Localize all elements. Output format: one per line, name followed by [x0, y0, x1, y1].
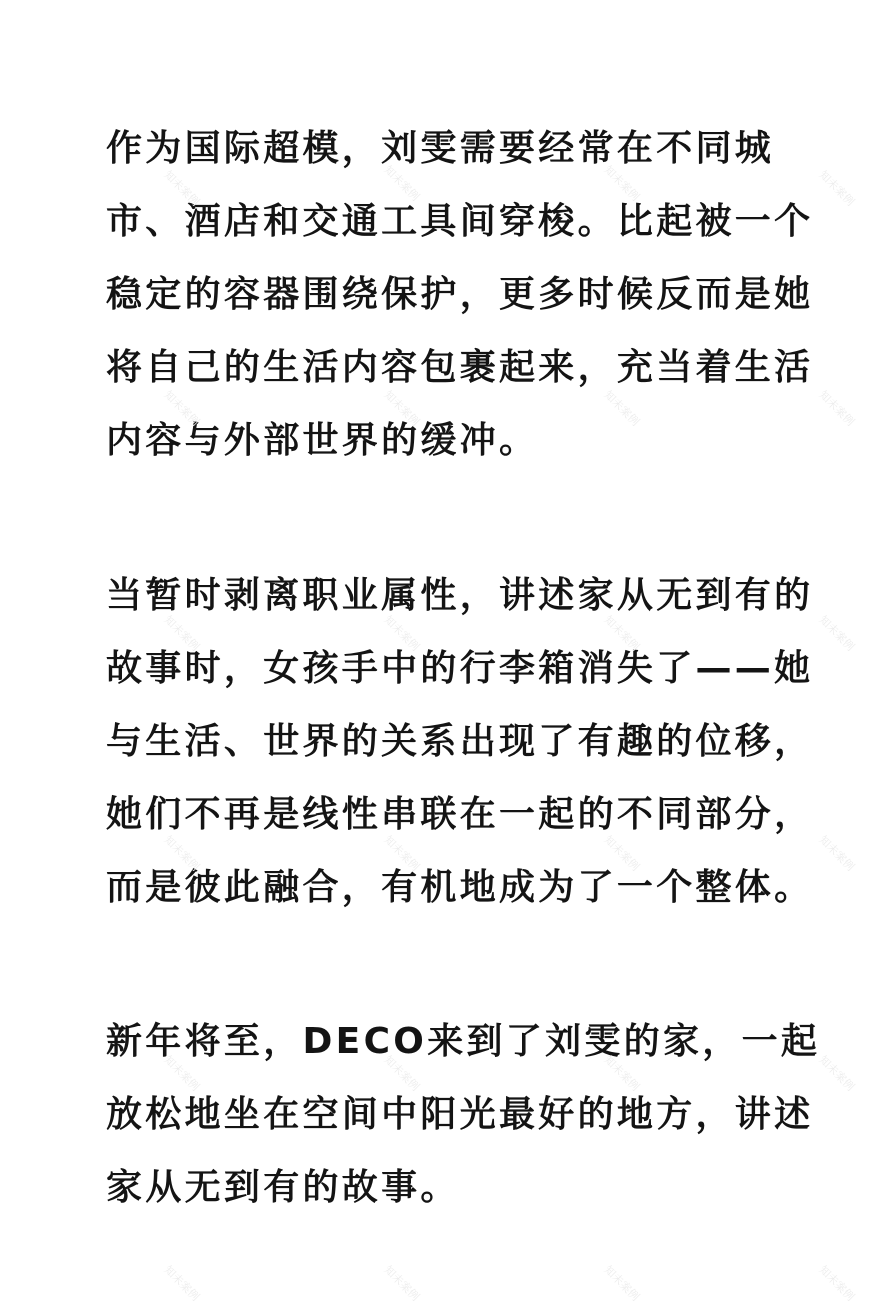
- paragraph-2: [106, 559, 814, 924]
- watermark: 知未案例: [816, 1053, 857, 1094]
- watermark: 知未案例: [161, 388, 202, 429]
- watermark: 知未案例: [381, 163, 422, 204]
- watermark: 知未案例: [601, 613, 642, 654]
- paragraph-line: 稳定的容器围绕保护，更多时候反而是她: [106, 274, 814, 315]
- watermark: 知未案例: [381, 613, 422, 654]
- paragraph-line: 作为国际超模，刘雯需要经常在不同城: [106, 128, 775, 169]
- paragraph-line: 将自己的生活内容包裹起来，充当着生活: [106, 347, 814, 388]
- watermark: 知未案例: [601, 1053, 642, 1094]
- watermark: 知未案例: [161, 168, 202, 209]
- watermark: 知未案例: [381, 388, 422, 429]
- watermark: 知未案例: [381, 833, 422, 874]
- paragraph-line: 家从无到有的故事。: [106, 1167, 460, 1208]
- paragraph-1: [106, 112, 814, 477]
- watermark: 知未案例: [161, 1053, 202, 1094]
- watermark: 知未案例: [816, 613, 857, 654]
- watermark: 知未案例: [161, 613, 202, 654]
- watermark: 知未案例: [161, 833, 202, 874]
- watermark: 知未案例: [601, 163, 642, 204]
- paragraph-line: 故事时，女孩手中的行李箱消失了——她: [106, 648, 814, 689]
- paragraph-line: 放松地坐在空间中阳光最好的地方，讲述: [106, 1094, 814, 1135]
- paragraph-line: 新年将至，DECO来到了刘雯的家，一起: [106, 1021, 821, 1062]
- watermark: 知未案例: [601, 1263, 642, 1304]
- paragraph-line: 当暂时剥离职业属性，讲述家从无到有的: [106, 575, 814, 616]
- paragraph-line: 与生活、世界的关系出现了有趣的位移，: [106, 721, 814, 762]
- watermark: 知未案例: [381, 1053, 422, 1094]
- paragraph-line: 内容与外部世界的缓冲。: [106, 420, 539, 461]
- watermark: 知未案例: [816, 388, 857, 429]
- watermark: 知未案例: [816, 168, 857, 209]
- watermark: 知未案例: [816, 833, 857, 874]
- watermark: 知未案例: [381, 1263, 422, 1304]
- watermark: 知未案例: [601, 388, 642, 429]
- watermark: 知未案例: [161, 1263, 202, 1304]
- paragraph-line: 而是彼此融合，有机地成为了一个整体。: [106, 867, 814, 908]
- paragraph-3: [106, 1005, 821, 1224]
- paragraph-line: 她们不再是线性串联在一起的不同部分，: [106, 794, 814, 835]
- watermark: 知未案例: [816, 1263, 857, 1304]
- paragraph-line: 市、酒店和交通工具间穿梭。比起被一个: [106, 201, 814, 242]
- watermark: 知未案例: [601, 833, 642, 874]
